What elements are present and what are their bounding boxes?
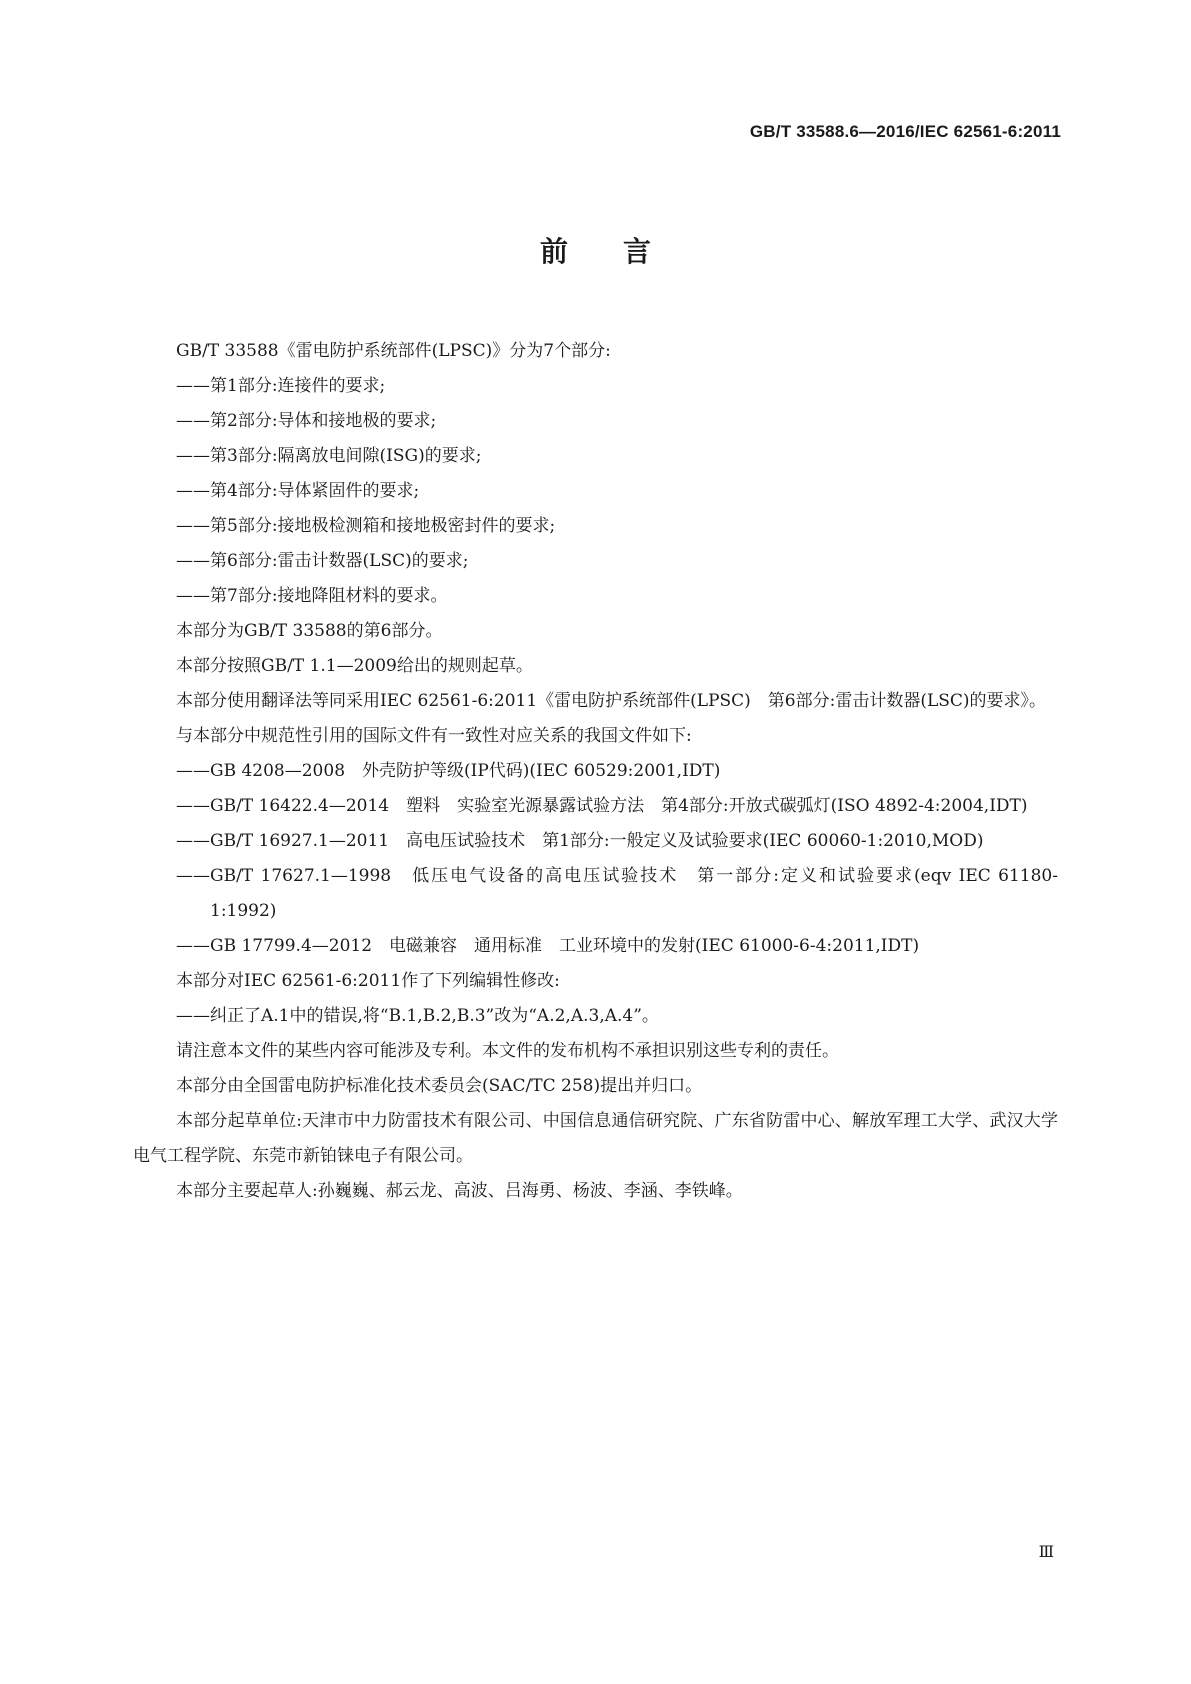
patent-notice: 请注意本文件的某些内容可能涉及专利。本文件的发布机构不承担识别这些专利的责任。 [176,1041,839,1061]
proposer-statement: 本部分由全国雷电防护标准化技术委员会(SAC/TC 258)提出并归口。 [176,1076,703,1096]
list-item-part-6: ——第6部分:雷击计数器(LSC)的要求; [176,551,469,571]
page-number: Ⅲ [1038,1542,1054,1561]
editorial-changes-intro: 本部分对IEC 62561-6:2011作了下列编辑性修改: [176,971,560,991]
foreword-body [133,334,1058,1209]
list-item-part-3: ——第3部分:隔离放电间隙(ISG)的要求; [176,446,482,466]
list-item-part-7: ——第7部分:接地降阻材料的要求。 [176,586,448,606]
drafting-rules: 本部分按照GB/T 1.1—2009给出的规则起草。 [176,656,533,676]
drafting-units: 本部分起草单位:天津市中力防雷技术有限公司、中国信息通信研究院、广东省防雷中心、解放军理工大学、武汉大学电气工程学院、东莞市新铂铼电子有限公司。 [133,1111,1058,1166]
list-item-part-1: ——第1部分:连接件的要求; [176,376,386,396]
list-item-part-4: ——第4部分:导体紧固件的要求; [176,481,420,501]
list-item-part-2: ——第2部分:导体和接地极的要求; [176,411,437,431]
drafters: 本部分主要起草人:孙巍巍、郝云龙、高波、吕海勇、杨波、李涵、李铁峰。 [176,1181,743,1201]
list-item-part-5: ——第5部分:接地极检测箱和接地极密封件的要求; [176,516,556,536]
adoption-statement: 本部分使用翻译法等同采用IEC 62561-6:2011《雷电防护系统部件(LPSC) 第6部分:雷击计数器(LSC)的要求》。 [176,691,1047,711]
part-statement: 本部分为GB/T 33588的第6部分。 [176,621,443,641]
reference-item-gb4208: ——GB 4208—2008 外壳防护等级(IP代码)(IEC 60529:2001,IDT) [176,761,721,781]
standard-code-header: GB/T 33588.6—2016/IEC 62561-6:2011 [749,122,1061,141]
reference-item-gbt16422: ——GB/T 16422.4—2014 塑料 实验室光源暴露试验方法 第4部分:开放式碳弧灯(ISO 4892-4:2004,IDT) [176,796,1028,816]
correspondence-intro: 与本部分中规范性引用的国际文件有一致性对应关系的我国文件如下: [176,726,692,746]
intro-paragraph: GB/T 33588《雷电防护系统部件(LPSC)》分为7个部分: [176,341,611,361]
reference-item-gbt16927: ——GB/T 16927.1—2011 高电压试验技术 第1部分:一般定义及试验要求(IEC 60060-1:2010,MOD) [176,831,984,851]
reference-item-gb17799: ——GB 17799.4—2012 电磁兼容 通用标准 工业环境中的发射(IEC 61000-6-4:2011,IDT) [176,936,920,956]
page-title: 前言 [539,235,706,268]
reference-item-gbt17627: ——GB/T 17627.1—1998 低压电气设备的高电压试验技术 第一部分:定义和试验要求(eqv IEC 61180-1:1992) [176,866,1058,921]
editorial-change-item: ——纠正了A.1中的错误,将“B.1,B.2,B.3”改为“A.2,A.3,A.4”。 [176,1006,659,1026]
